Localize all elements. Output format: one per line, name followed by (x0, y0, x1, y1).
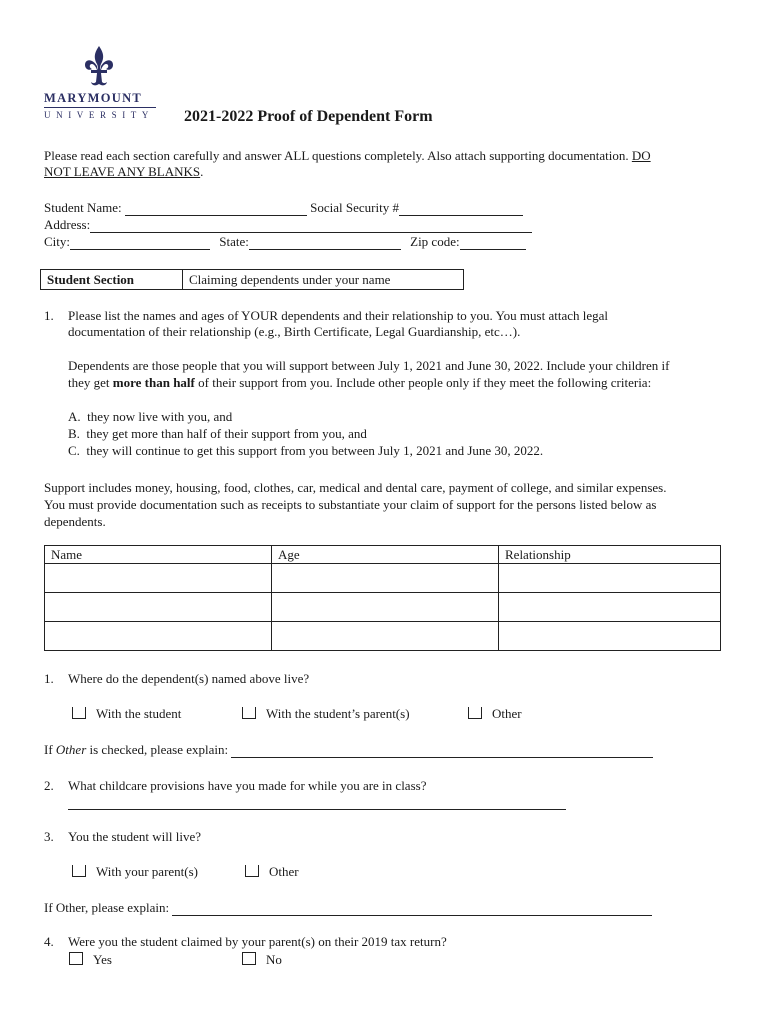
q-live-number: 1. (44, 671, 54, 686)
checkbox-icon[interactable] (245, 865, 259, 877)
student-section-header (40, 269, 464, 290)
option-with-student[interactable]: With the student (72, 706, 181, 722)
support-line-2: You must provide documentation such as receipts to substantiate your claim of support for the persons listed below as (44, 497, 657, 512)
student-name-label: Student Name: (44, 200, 122, 215)
address-row (44, 217, 532, 233)
checkbox-icon[interactable] (69, 952, 83, 965)
q1-line-2: documentation of their relationship (e.g., Birth Certificate, Legal Guardianship, etc…). (68, 324, 521, 339)
q2-text: What childcare provisions have you made for while you are in class? (68, 778, 427, 793)
name-cell[interactable] (45, 564, 272, 593)
state-label: State: (219, 234, 249, 249)
q3-explain-field[interactable] (172, 902, 652, 916)
criteria-b: B. they get more than half of their support from you, and (68, 426, 367, 441)
page-title: 2021-2022 Proof of Dependent Form (184, 108, 433, 125)
q4-number: 4. (44, 934, 54, 949)
age-cell[interactable] (272, 593, 499, 622)
table-row (45, 593, 721, 622)
zip-label: Zip code: (410, 234, 460, 249)
dependents-def-line-1: Dependents are those people that you will support between July 1, 2021 and June 30, 2022. Include your children if (68, 358, 670, 373)
student-name-field[interactable] (125, 202, 307, 216)
section-description: Claiming dependents under your name (189, 272, 391, 287)
address-label: Address: (44, 217, 91, 232)
q3-explain-row: If Other, please explain: (44, 900, 652, 916)
q3-text: You the student will live? (68, 829, 202, 844)
q-live-text: Where do the dependent(s) named above live? (68, 671, 310, 686)
q2-number: 2. (44, 778, 54, 793)
header-name: Name (45, 546, 272, 564)
intro-line-2: NOT LEAVE ANY BLANKS. (44, 164, 204, 179)
checkbox-icon[interactable] (242, 707, 256, 719)
criteria-a: A. they now live with you, and (68, 409, 233, 424)
q1-number: 1. (44, 308, 54, 323)
zip-field[interactable] (460, 236, 526, 250)
logo-university: UNIVERSITY (44, 107, 156, 120)
address-field[interactable] (90, 219, 532, 233)
dependents-def-line-2: they get more than half of their support from you. Include other people only if they meet the following criteria: (68, 375, 652, 390)
q3-number: 3. (44, 829, 54, 844)
option-no[interactable]: No (242, 952, 282, 968)
relationship-cell[interactable] (499, 622, 721, 651)
support-line-3: dependents. (44, 514, 106, 529)
table-header-row (45, 546, 721, 564)
logo-name: MARYMOUNT (44, 91, 143, 105)
section-label: Student Section (41, 270, 183, 289)
checkbox-icon[interactable] (468, 707, 482, 719)
intro-line-1: Please read each section carefully and answer ALL questions completely. Also attach supporting documentation. DO (44, 148, 651, 163)
q1-line-1: Please list the names and ages of YOUR dependents and their relationship to you. You must attach legal (68, 308, 608, 323)
checkbox-icon[interactable] (242, 952, 256, 965)
city-label: City: (44, 234, 71, 249)
option-with-your-parents[interactable]: With your parent(s) (72, 864, 198, 880)
option-with-parents[interactable]: With the student’s parent(s) (242, 706, 410, 722)
city-row (44, 234, 526, 250)
option-yes[interactable]: Yes (69, 952, 112, 968)
city-field[interactable] (70, 236, 210, 250)
age-cell[interactable] (272, 564, 499, 593)
name-cell[interactable] (45, 593, 272, 622)
option-other-live[interactable]: Other (245, 864, 299, 880)
other-explain-row: If Other is checked, please explain: (44, 742, 653, 758)
table-row (45, 564, 721, 593)
header-age: Age (272, 546, 499, 564)
checkbox-icon[interactable] (72, 707, 86, 719)
criteria-c: C. they will continue to get this support from you between July 1, 2021 and June 30, 2022. (68, 443, 544, 458)
q2-answer-row (68, 794, 566, 810)
age-cell[interactable] (272, 622, 499, 651)
header-relationship: Relationship (499, 546, 721, 564)
support-line-1: Support includes money, housing, food, clothes, car, medical and dental care, payment of college, and similar expenses. (44, 480, 667, 495)
childcare-field[interactable] (68, 796, 566, 810)
checkbox-icon[interactable] (72, 865, 86, 877)
ssn-field[interactable] (399, 202, 523, 216)
q4-text: Were you the student claimed by your parent(s) on their 2019 tax return? (68, 934, 447, 949)
ssn-label: Social Security # (310, 200, 399, 215)
relationship-cell[interactable] (499, 564, 721, 593)
other-explain-field[interactable] (231, 744, 653, 758)
dependents-table (44, 545, 721, 651)
university-logo (44, 44, 162, 120)
fleur-de-lis-icon (82, 44, 116, 88)
table-row (45, 622, 721, 651)
name-cell[interactable] (45, 622, 272, 651)
relationship-cell[interactable] (499, 593, 721, 622)
option-other[interactable]: Other (468, 706, 522, 722)
student-name-row (44, 200, 523, 216)
state-field[interactable] (249, 236, 401, 250)
